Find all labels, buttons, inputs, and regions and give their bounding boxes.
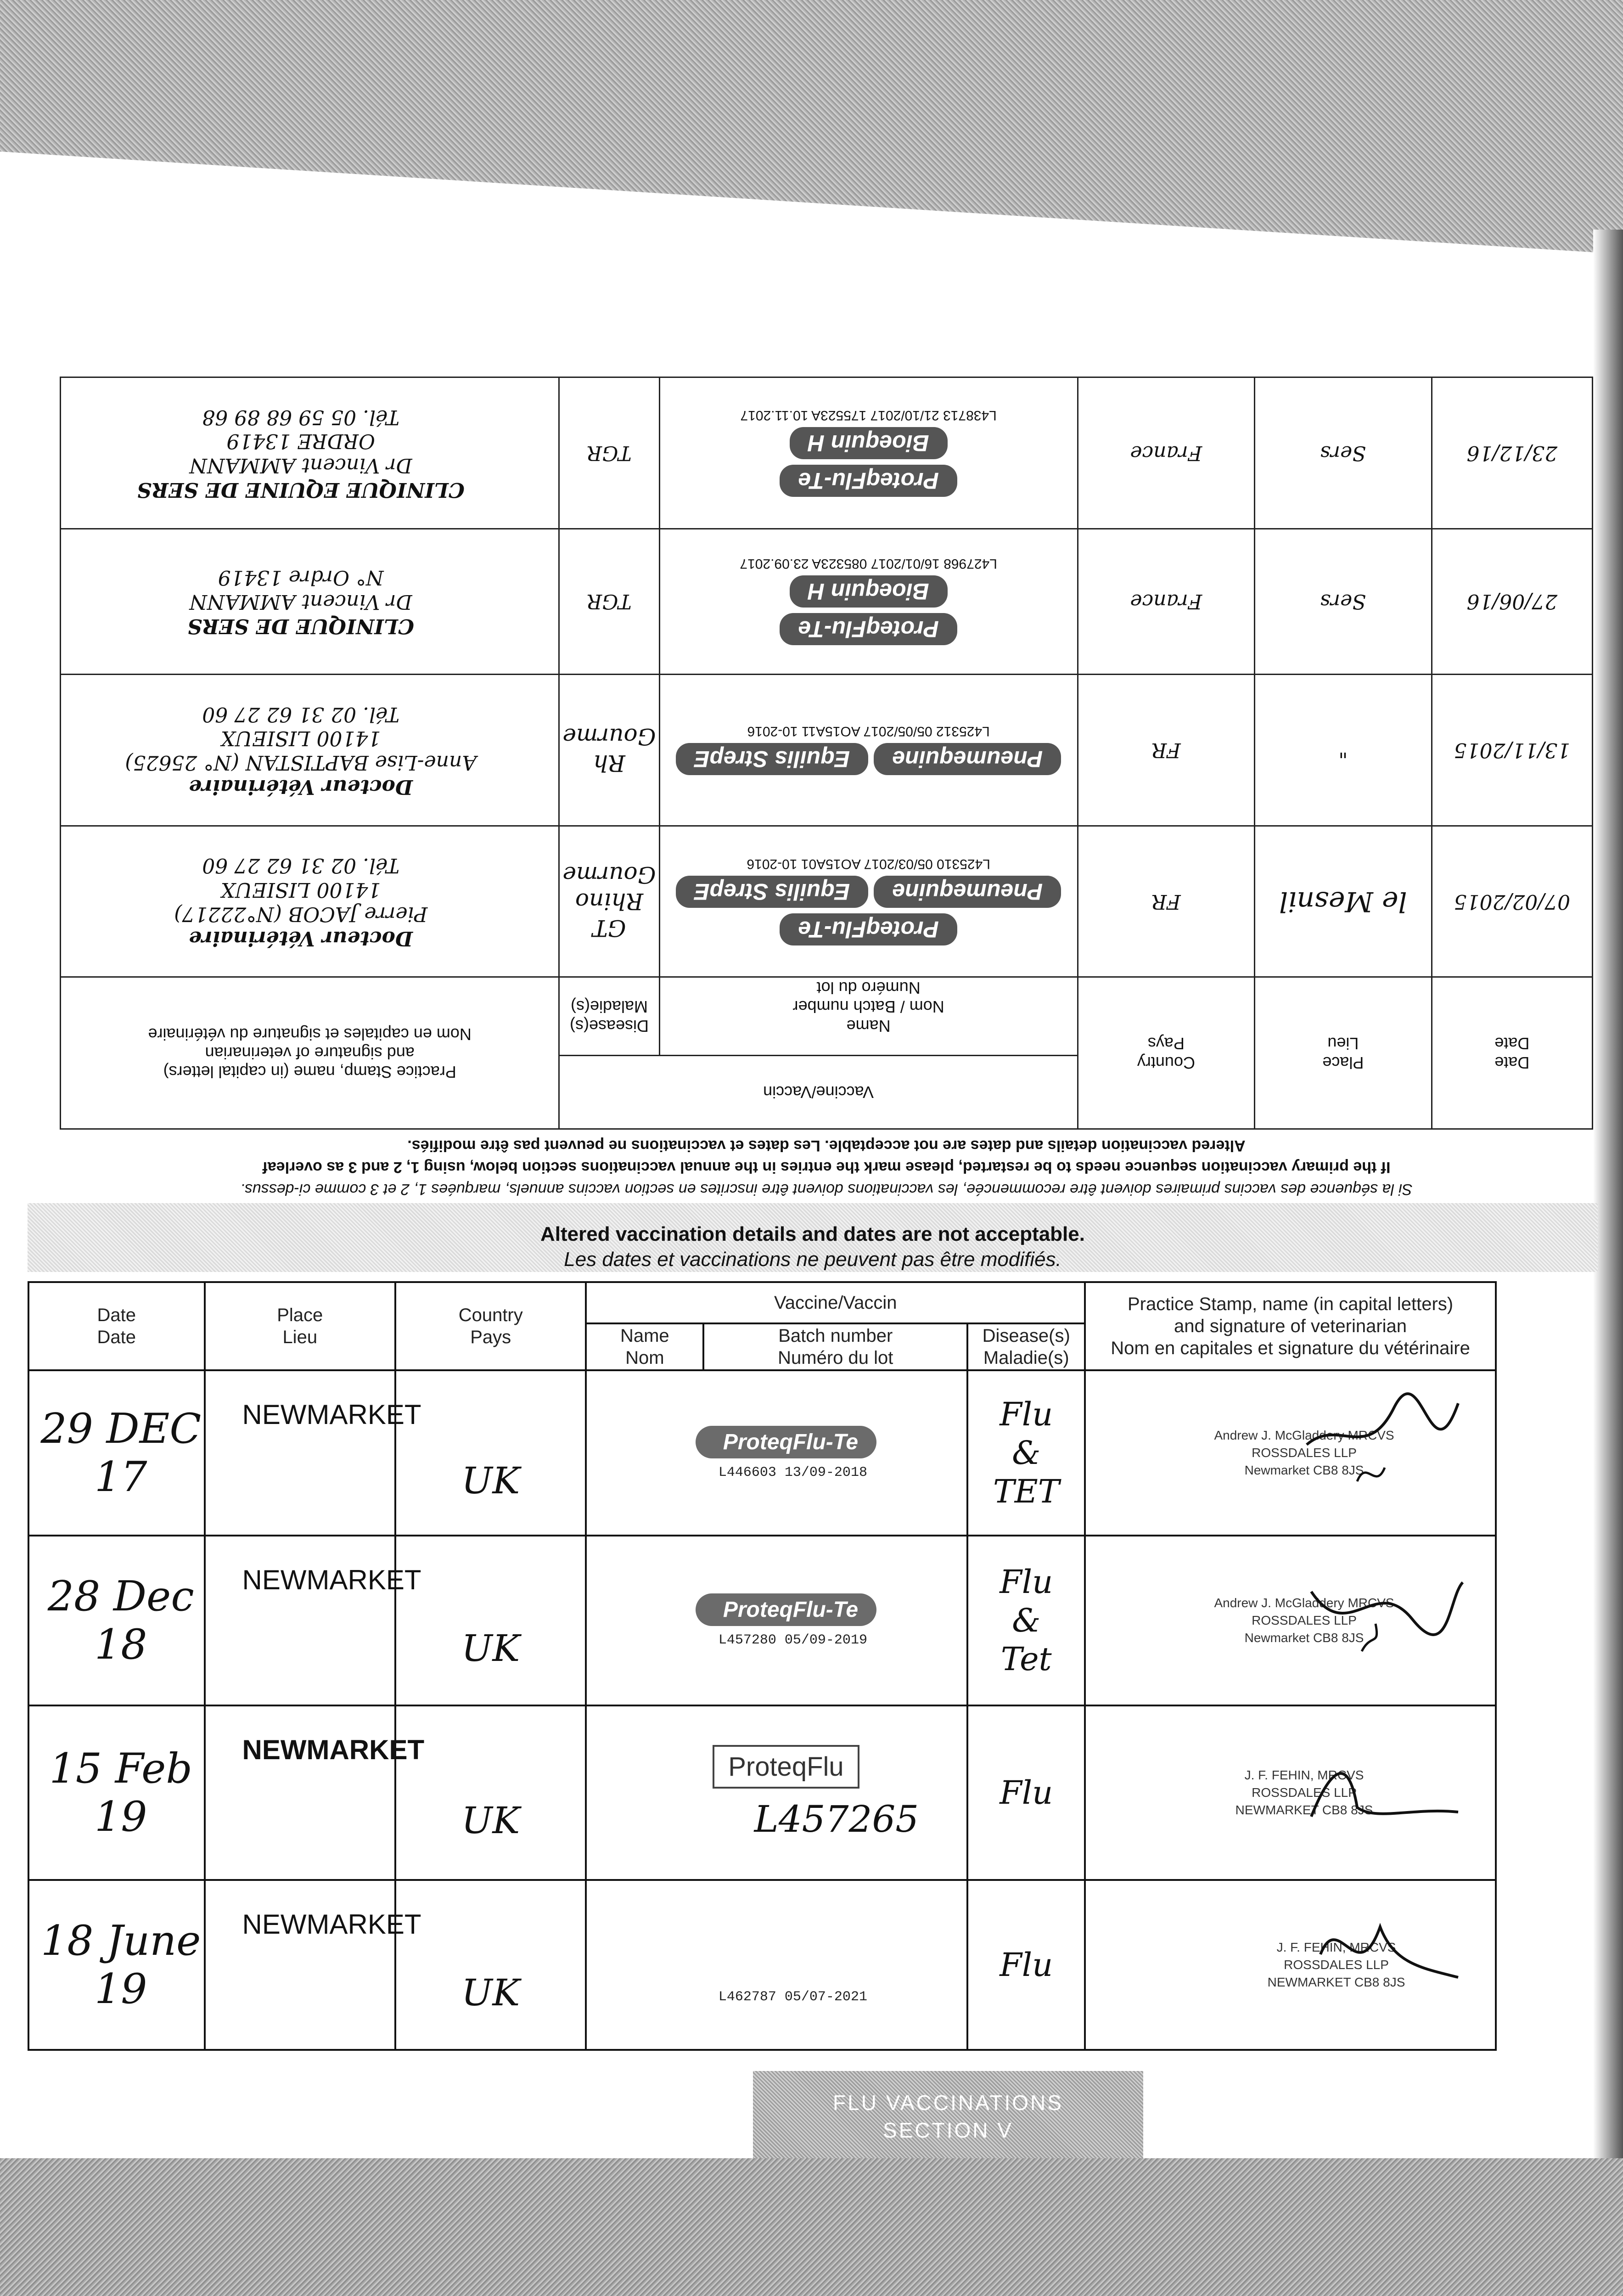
row-place: NEWMARKET [205,1880,395,2050]
row-date: 27/06/16 [1432,529,1592,674]
header-country: Country Pays [395,1282,586,1370]
vet-stamp: Docteur Vétérinaire Pierre JACOB (N°22217) 14100 LISIEUX Tél. 02 31 62 27 60 [61,826,559,977]
row-place: NEWMARKET [205,1370,395,1536]
row-date: 23/12/16 [1432,377,1592,529]
row-disease: Flu & Tet [967,1536,1085,1705]
row-disease: Flu [967,1705,1085,1880]
table-row [28,1880,1496,2050]
row-vaccine [586,1536,967,1705]
table-row [61,377,1593,529]
vet-stamp: Docteur Vétérinaire Anne-Lise BAPTISTAN (N° 25625) 14100 LISIEUX Tél. 02 31 62 27 60 [61,675,559,826]
batch-numbers: L427968 16/01/2017 085323A 23.09.2017 [740,556,997,572]
row-country: France [1078,529,1254,674]
note-line-altered: Altered vaccination details and dates are not acceptable. Les dates et vaccinations ne peuvent pas être modifiés. [407,1137,1246,1154]
vet-stamp: CLINIQUE DE SERS Dr Vincent AMMANN N° Ordre 13419 [61,529,559,674]
header-name: Name Nom [586,1323,703,1370]
header-country: Country Pays [1078,977,1254,1129]
vaccine-label: ProteqFlu-Te [780,913,957,945]
row-place: Sers [1255,377,1432,529]
signature-icon [1302,1555,1467,1656]
table-row [28,1705,1496,1880]
section-footer [753,2071,1143,2163]
row-disease: Flu & TET [967,1370,1085,1536]
header-date: Date Date [1432,977,1592,1129]
lot-number: L457265 [754,1798,919,1840]
vaccine-label: Equilis StrepE [676,876,868,908]
vaccine-label: ProteqFlu-Te [780,465,957,497]
scan-border-bottom [0,2158,1623,2296]
header-batch: Batch number Numéro du lot [703,1323,967,1370]
header-name: Name Nom [846,997,944,1035]
header-stamp: Practice Stamp, name (in capital letters) and signature of veterinarian Nom en capitales et signature du vétérinaire [1085,1282,1496,1370]
section-title: FLU VACCINATIONS [833,2091,1063,2115]
vaccine-label: Equilis StrepE [676,743,868,775]
vet-stamp: Andrew J. McGladdery MRCVS ROSSDALES LLP Newmarket CB8 8JS [1085,1536,1496,1705]
row-place: Sers [1255,529,1432,674]
header-name-batch: Name Nom / Batch number Numéro du lot [659,977,1078,1056]
header-vaccine: Vaccine/Vaccin [559,1056,1078,1129]
header-disease: Disease(s) Maladie(s) [967,1323,1085,1370]
batch-numbers: L425310 05/03/2017 AO15A01 10-2016 [747,856,990,872]
row-disease: TGR [559,377,659,529]
table-row [28,1370,1496,1536]
row-vaccine-labels [659,529,1078,674]
lot-number: L457280 05/09-2019 [718,1632,867,1648]
row-disease: GT Rhino Gourme [559,826,659,977]
row-country: UK [395,1705,586,1880]
row-vaccine-labels [659,675,1078,826]
row-vaccine [586,1370,967,1536]
altered-notice-fr: Les dates et vaccinations ne peuvent pas être modifiés. [564,1248,1061,1271]
note-line-en: If the primary vaccination sequence needs to be restarted, please mark the entries in the annual vaccinations section below, using 1, 2 and 3 as overleaf [262,1159,1391,1176]
row-country: UK [395,1536,586,1705]
row-vaccine [586,1880,967,2050]
row-country: FR [1078,675,1254,826]
row-date: 29 DEC 17 [28,1370,205,1536]
row-date: 15 Feb 19 [28,1705,205,1880]
vaccine-label: Pneumequine [874,876,1061,908]
signature-icon [1302,1725,1467,1826]
signature-icon [1302,1899,1467,2000]
row-date: 28 Dec 18 [28,1536,205,1705]
vaccine-label: Bioequin H [790,575,948,608]
row-disease: Flu [967,1880,1085,2050]
row-date: 07/02/2015 [1432,826,1592,977]
header-date: Date Date [28,1282,205,1370]
lot-number: L446603 13/09-2018 [718,1464,867,1480]
row-place: le Mesnil [1255,826,1432,977]
row-country: France [1078,377,1254,529]
vaccination-notes-rotated [55,1134,1598,1200]
row-country: FR [1078,826,1254,977]
vaccine-label: ProteqFlu-Te [696,1593,876,1626]
header-place: Place Lieu [205,1282,395,1370]
row-place: NEWMARKET [205,1536,395,1705]
row-country: UK [395,1880,586,2050]
batch-numbers: L425312 05/05/2017 AO15A11 10-2016 [747,723,990,739]
row-vaccine [586,1705,967,1880]
row-date: 18 June 19 [28,1880,205,2050]
table-row [61,675,1593,826]
vaccine-label: ProteqFlu-Te [696,1426,876,1458]
row-country: UK [395,1370,586,1536]
header-disease: Disease(s) Maladie(s) [559,977,659,1056]
vaccine-label: ProteqFlu-Te [780,613,957,645]
header-place: Place Lieu [1255,977,1432,1129]
vaccine-label: Pneumequine [874,743,1061,775]
header-batch: Batch number Numéro du lot [792,978,921,1017]
vet-stamp: CLINIQUE EQUINE DE SERS Dr Vincent AMMANN ORDRE 13419 Tél. 05 59 68 89 68 [61,377,559,529]
row-place: " [1255,675,1432,826]
row-vaccine-labels [659,377,1078,529]
altered-notice-en: Altered vaccination details and dates are not acceptable. [540,1223,1085,1245]
upper-table [60,377,1593,1130]
row-disease: Rh Gourme [559,675,659,826]
section-number: SECTION V [883,2118,1013,2142]
row-disease: TGR [559,529,659,674]
vaccine-label: ProteqFlu [713,1745,859,1789]
previous-vaccinations-table-rotated [60,377,1593,1130]
row-place: NEWMARKET [205,1705,395,1880]
header-vaccine: Vaccine/Vaccin [586,1282,1085,1323]
vet-stamp: Andrew J. McGladdery MRCVS ROSSDALES LLP Newmarket CB8 8JS [1085,1370,1496,1536]
header-stamp: Practice Stamp, name (in capital letters) and signature of veterinarian Nom en capitales et signature du vétérinaire [61,977,559,1129]
row-vaccine-labels [659,826,1078,977]
vet-stamp: J. F. FEHIN, MRCVS ROSSDALES LLP NEWMARKET CB8 8JS [1085,1880,1496,2050]
flu-vaccinations-table [28,1281,1497,2051]
table-row [61,826,1593,977]
vet-stamp: J. F. FEHIN, MRCVS ROSSDALES LLP NEWMARKET CB8 8JS [1085,1705,1496,1880]
row-date: 13/11/2015 [1432,675,1592,826]
table-row [61,529,1593,674]
batch-numbers: L438713 21/10/2017 175523A 10.11.2017 [740,407,997,423]
note-line-fr: Si la séquence des vaccins primaires doivent être recommencée, les vaccinations doivent être inscrites en section vaccins annuels, marquées 1, 2 et 3 comme ci-dessus. [240,1180,1413,1198]
lot-number: L462787 05/07-2021 [718,1989,867,2005]
altered-notice-band [28,1203,1598,1272]
vaccine-label: Bioequin H [790,427,948,459]
table-row [28,1536,1496,1705]
signature-icon [1302,1390,1467,1491]
